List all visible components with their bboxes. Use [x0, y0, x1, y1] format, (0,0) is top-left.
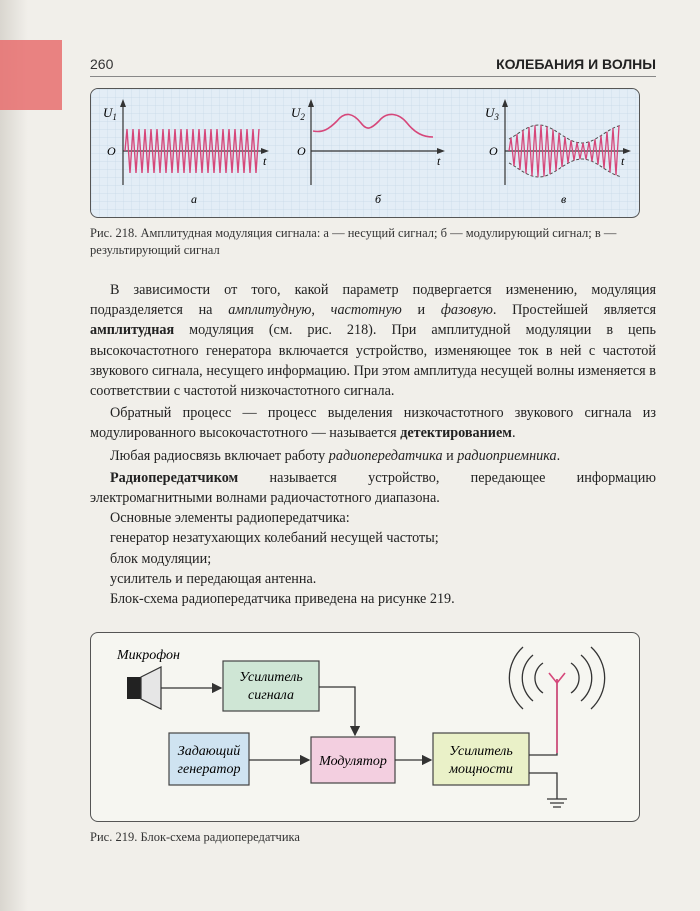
page-header	[90, 56, 656, 78]
power-amplifier-label-1: Усилитель	[449, 744, 513, 759]
term-amplitude: амплитудную	[228, 302, 312, 319]
text-span: Обратный процесс — процесс выделения низкочастотного звукового сигнала из модулированного высокочастотного — называется	[90, 405, 656, 442]
microphone-icon	[127, 667, 161, 709]
panel-b-origin: O	[297, 144, 306, 158]
panel-b-axis-y-sub: 2	[300, 112, 305, 122]
panel-c-axis-y: U	[485, 105, 495, 120]
running-title: КОЛЕБАНИЯ И ВОЛНЫ	[496, 56, 656, 72]
panel-a-axis-y: U	[103, 105, 113, 120]
signal-amplifier-block	[223, 661, 319, 711]
panel-b-letter: б	[375, 192, 382, 206]
term-transmitter: радиопередатчика	[328, 447, 443, 464]
figure-219-reference: Блок-схема радиопередатчика приведена на рисунке 219.	[110, 591, 455, 608]
term-phase: фазовую	[440, 302, 493, 319]
page-corner-mark	[0, 40, 62, 110]
panel-c-letter: в	[561, 192, 567, 206]
text-span: называется устройство, передающее информацию электромагнитными волнами радиочастотного диапазона.	[90, 469, 656, 507]
page-edge-shadow	[0, 0, 28, 911]
paragraph-transmitter-definition	[90, 468, 656, 508]
text-span: . Простейшей является	[492, 302, 657, 319]
text-span: В зависимости от того, какой параметр подвергается изменению, модуляция подразделяется на	[90, 282, 656, 319]
power-amplifier-label-2: мощности	[449, 762, 513, 777]
paragraph-radio-link	[90, 446, 656, 466]
term-transmitter-bold: Радиопередатчиком	[110, 469, 239, 486]
microphone-label: Микрофон	[117, 648, 180, 663]
figure-218-svg	[91, 89, 639, 217]
term-receiver: радиоприемника	[457, 447, 557, 464]
list-item-generator: генератор незатухающих колебаний несущей частоты;	[110, 530, 439, 547]
paragraph-detection	[90, 403, 656, 443]
panel-a-axis-y-sub: 1	[112, 112, 117, 122]
text-span: модуляция (см. рис. 218). При амплитудной модуляции в цепь высокочастотного генератора включается устройство, изменяющее ток в ней с частотой звукового сигнала, несущего информацию. При этом амплитуда несущей волны изменяется в соответствии с частотой низкочастотного сигнала.	[90, 322, 656, 400]
term-amplitude-bold: амплитудная	[90, 322, 175, 339]
panel-a-letter: а	[191, 192, 197, 206]
power-amplifier-block	[433, 733, 529, 785]
figure-219-svg	[91, 633, 639, 821]
list-item-modulation: блок модуляции;	[110, 550, 212, 567]
signal-amplifier-label-2: сигнала	[248, 688, 294, 703]
panel-a-origin: O	[107, 144, 116, 158]
master-oscillator-label-1: Задающий	[177, 744, 241, 759]
text-span: .	[556, 447, 561, 464]
text-span: ,	[311, 302, 331, 319]
signal-amplifier-label-1: Усилитель	[239, 670, 303, 685]
master-oscillator-block	[169, 733, 249, 785]
figure-219-caption: Рис. 219. Блок-схема радиопередатчика	[90, 830, 300, 844]
list-intro: Основные элементы радиопередатчика:	[110, 510, 350, 527]
page-number: 260	[90, 56, 114, 72]
term-detection: детектированием	[400, 425, 512, 442]
panel-c-origin: O	[489, 144, 498, 158]
text-span: и	[442, 447, 458, 464]
panel-a-axis-t: t	[263, 154, 267, 168]
antenna-icon	[549, 673, 565, 753]
text-span: .	[511, 425, 516, 442]
figure-218-caption: Рис. 218. Амплитудная модуляция сигнала: а — несущий сигнал; б — модулирующий сигнал; в — результирующий сигнал	[90, 226, 617, 257]
master-oscillator-label-2: генератор	[177, 762, 241, 777]
panel-c-axis-t: t	[621, 154, 625, 168]
modulator-label: Модулятор	[319, 754, 387, 769]
figure-218	[90, 88, 640, 218]
paragraph-modulation-types	[90, 280, 656, 401]
panel-c-axis-y-sub: 3	[494, 112, 499, 122]
term-frequency: частотную	[330, 302, 402, 319]
figure-219	[90, 632, 640, 822]
panel-b-axis-t: t	[437, 154, 441, 168]
body-text	[90, 280, 656, 609]
text-span: Любая радиосвязь включает работу	[110, 447, 329, 464]
panel-b-axis-y: U	[291, 105, 301, 120]
header-rule	[90, 76, 656, 77]
list-item-amplifier: усилитель и передающая антенна.	[110, 570, 317, 587]
text-span: и	[401, 302, 441, 319]
